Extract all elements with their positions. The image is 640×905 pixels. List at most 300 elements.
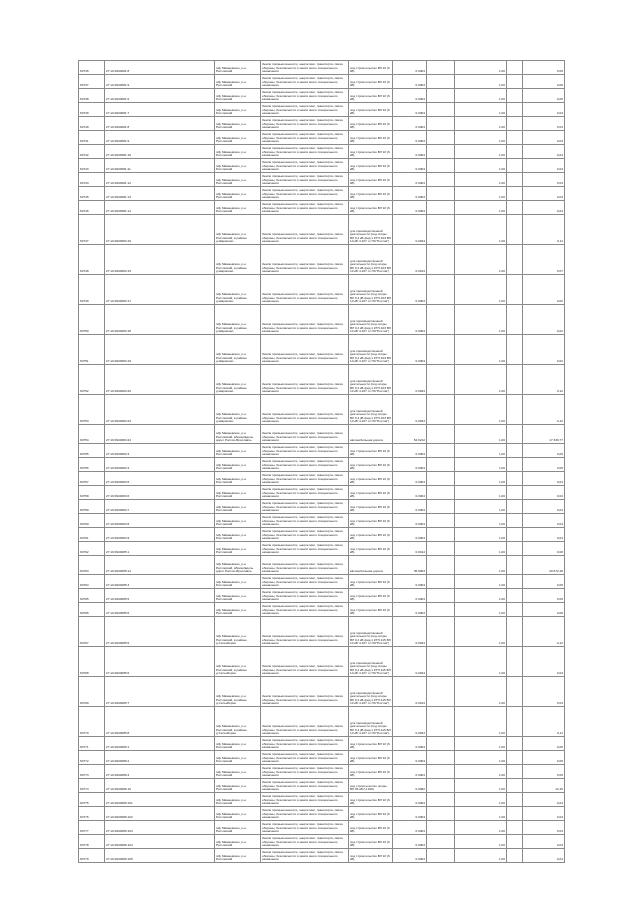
table-row	[79, 61, 565, 75]
rate-cell: 1,00	[455, 187, 507, 201]
permitted-use-cell: под строительство ВЛ 10 (6 кВ)	[349, 589, 393, 603]
table-row	[79, 647, 565, 677]
cadastral-number-cell: 27:10:0940084:24	[105, 425, 215, 444]
row-id-cell: 60767	[79, 617, 105, 647]
land-category-cell: Земли промышленности, энергетики, транспорта, связи, обороны, безопасности и земли иного специального назначения	[261, 365, 349, 395]
empty-cell	[507, 335, 523, 365]
tax-amount-cell: 0,05	[523, 458, 565, 472]
area-cell: 0,0014	[393, 245, 427, 275]
rate-cell: 1,00	[455, 500, 507, 514]
cadastral-number-cell: 27:10:0940085:1	[105, 542, 215, 556]
cadastral-number-cell: 27:10:0940084:7	[105, 500, 215, 514]
empty-cell	[427, 103, 455, 117]
tax-amount-cell: 0,07	[523, 245, 565, 275]
cadastral-number-cell: 27:10:0940081:11	[105, 159, 215, 173]
address-cell: п/ф Мамаевское, р-н Ростовский	[215, 486, 261, 500]
area-cell: 0,0004	[393, 807, 427, 821]
empty-cell	[507, 159, 523, 173]
land-category-cell: Земли промышленности, энергетики, транспорта, связи, обороны, безопасности и земли иного специального назначения	[261, 159, 349, 173]
tax-amount-cell: 0,04	[523, 173, 565, 187]
address-cell: п/ф Мамаевское, р-н Ростовский	[215, 589, 261, 603]
cadastral-number-cell: 27:10:0940084:5	[105, 472, 215, 486]
area-cell: 0,0004	[393, 500, 427, 514]
cadastral-number-cell: 27:10:0940086:1	[105, 737, 215, 751]
area-cell: 0,0024	[393, 365, 427, 395]
area-cell: 0,0004	[393, 75, 427, 89]
area-cell: 0,0004	[393, 444, 427, 458]
address-cell: п/ф Мамаевское, р-н Ростовский	[215, 103, 261, 117]
land-category-cell: Земли промышленности, энергетики, транспорта, связи, обороны, безопасности и земли иного специального назначения	[261, 514, 349, 528]
table-row	[79, 305, 565, 335]
rate-cell: 1,00	[455, 215, 507, 245]
area-cell: 35,6903	[393, 556, 427, 575]
empty-cell	[507, 245, 523, 275]
empty-cell	[427, 275, 455, 305]
cadastral-number-cell: 27:10:0940084:19	[105, 335, 215, 365]
address-cell: п/ф Мамаевское, р-н Ростовский, в районе д.Сатенберка	[215, 617, 261, 647]
row-id-cell: 60745	[79, 187, 105, 201]
permitted-use-cell: автомобильная дорога	[349, 556, 393, 575]
tax-amount-cell: 0,04	[523, 807, 565, 821]
area-cell: 0,0004	[393, 131, 427, 145]
row-id-cell: 60778	[79, 835, 105, 849]
cadastral-number-cell: 27:10:0940084:18	[105, 305, 215, 335]
permitted-use-cell: для производственной деятельности (под опоры ВЛ 0,4 кВ фид.1 КТП-103 ВЛ 10 кВ Ч-107 от ПС"Ростов")	[349, 275, 393, 305]
cadastral-number-cell: 27:10:0940086:105	[105, 849, 215, 863]
empty-cell	[427, 335, 455, 365]
address-cell: п/ф Мамаевское, р-н Ростовский	[215, 793, 261, 807]
row-id-cell: 60738	[79, 89, 105, 103]
table-row	[79, 603, 565, 617]
table-row	[79, 173, 565, 187]
area-cell: 0,0004	[393, 793, 427, 807]
area-cell: 0,0004	[393, 835, 427, 849]
permitted-use-cell: под строительство ВЛ 10 (6 кВ)	[349, 75, 393, 89]
cadastral-number-cell: 27:10:0940085:3	[105, 575, 215, 589]
tax-amount-cell: 0,08	[523, 542, 565, 556]
area-cell: 0,0004	[393, 751, 427, 765]
rate-cell: 1,00	[455, 173, 507, 187]
tax-amount-cell: 0,12	[523, 365, 565, 395]
table-row	[79, 556, 565, 575]
area-cell: 0,0004	[393, 458, 427, 472]
empty-cell	[507, 617, 523, 647]
land-category-cell: Земли промышленности, энергетики, транспорта, связи, обороны, безопасности и земли иного специального назначения	[261, 145, 349, 159]
land-category-cell: Земли промышленности, энергетики, транспорта, связи, обороны, безопасности и земли иного специального назначения	[261, 444, 349, 458]
area-cell: 0,0004	[393, 589, 427, 603]
row-id-cell: 60764	[79, 575, 105, 589]
address-cell: п/ф Мамаевское, р-н Ростовский	[215, 500, 261, 514]
land-category-cell: Земли промышленности, энергетики, транспорта, связи, обороны, безопасности и земли иного специального назначения	[261, 275, 349, 305]
permitted-use-cell: автомобильная дорога	[349, 425, 393, 444]
cadastral-number-cell: 27:10:0940081:6	[105, 89, 215, 103]
rate-cell: 1,00	[455, 849, 507, 863]
cadastral-number-cell: 27:10:0940086:103	[105, 821, 215, 835]
rate-cell: 1,00	[455, 707, 507, 737]
empty-cell	[507, 89, 523, 103]
land-category-cell: Земли промышленности, энергетики, транспорта, связи, обороны, безопасности и земли иного специального назначения	[261, 75, 349, 89]
empty-cell	[427, 305, 455, 335]
tax-amount-cell: 0,04	[523, 131, 565, 145]
row-id-cell: 60748	[79, 245, 105, 275]
area-cell: 0,0024	[393, 707, 427, 737]
tax-amount-cell: 20 672,18	[523, 556, 565, 575]
empty-cell	[507, 500, 523, 514]
empty-cell	[427, 707, 455, 737]
empty-cell	[427, 458, 455, 472]
empty-cell	[507, 821, 523, 835]
cadastral-number-cell: 27:10:0940081:8	[105, 61, 215, 75]
empty-cell	[507, 751, 523, 765]
permitted-use-cell: под строительство ВЛ 10 (6 кВ)	[349, 575, 393, 589]
land-category-cell: Земли промышленности, энергетики, транспорта, связи, обороны, безопасности и земли иного специального назначения	[261, 821, 349, 835]
area-cell: 0,0004	[393, 305, 427, 335]
land-category-cell: Земли промышленности, энергетики, транспорта, связи, обороны, безопасности и земли иного специального назначения	[261, 395, 349, 425]
land-register-table	[78, 60, 565, 863]
address-cell: п/ф Мамаевское, р-н Ростовский	[215, 751, 261, 765]
land-category-cell: Земли промышленности, энергетики, транспорта, связи, обороны, безопасности и земли иного специального назначения	[261, 305, 349, 335]
land-category-cell: Земли промышленности, энергетики, транспорта, связи, обороны, безопасности и земли иного специального назначения	[261, 835, 349, 849]
permitted-use-cell: для производственной деятельности (под опоры ВЛ 0,4 кВ фид.1 КТП-115 ВЛ 10 кВ Ч-107 от ПС"Ростов")	[349, 707, 393, 737]
table-row	[79, 444, 565, 458]
rate-cell: 1,00	[455, 556, 507, 575]
area-cell: 0,0004	[393, 603, 427, 617]
empty-cell	[507, 305, 523, 335]
table-row	[79, 751, 565, 765]
address-cell: п/ф Мамаевское, р-н Ростовский	[215, 765, 261, 779]
land-category-cell: Земли промышленности, энергетики, транспорта, связи, обороны, безопасности и земли иного специального назначения	[261, 187, 349, 201]
address-cell: п/ф Мамаевское, р-н Ростовский	[215, 159, 261, 173]
permitted-use-cell: под строительство ВЛ 10 (6 кВ)	[349, 807, 393, 821]
cadastral-number-cell: 27:10:0940084:3	[105, 444, 215, 458]
address-cell: п/ф Мамаевское, р-н Ростовский	[215, 131, 261, 145]
table-row	[79, 765, 565, 779]
address-cell: п/ф Мамаевское, р-н Ростовский	[215, 458, 261, 472]
cadastral-number-cell: 27:10:0940086:3	[105, 765, 215, 779]
area-cell: 0,0004	[393, 103, 427, 117]
empty-cell	[507, 528, 523, 542]
area-cell: 0,0024	[393, 215, 427, 245]
row-id-cell: 60754	[79, 425, 105, 444]
table-row	[79, 395, 565, 425]
cadastral-number-cell: 27:10:0940084:4	[105, 458, 215, 472]
area-cell: 0,0004	[393, 472, 427, 486]
table-row	[79, 201, 565, 215]
permitted-use-cell: для производственной деятельности (под опоры ВЛ 0,4 кВ фид.1 КТП-103 ВЛ 10 кВ Ч-107 от ПС"Ростов")	[349, 305, 393, 335]
rate-cell: 1,00	[455, 589, 507, 603]
address-cell: п/ф Мамаевское, р-н Ростовский	[215, 821, 261, 835]
tax-amount-cell: 12,15	[523, 779, 565, 793]
permitted-use-cell: под строительство ВЛ 10 (6 кВ)	[349, 173, 393, 187]
empty-cell	[427, 159, 455, 173]
table-row	[79, 542, 565, 556]
table-row	[79, 575, 565, 589]
area-cell: 0,0004	[393, 765, 427, 779]
permitted-use-cell: под строительство ВЛ 10 (6 кВ)	[349, 201, 393, 215]
land-category-cell: Земли промышленности, энергетики, транспорта, связи, обороны, безопасности и земли иного специального назначения	[261, 707, 349, 737]
cadastral-number-cell: 27:10:0940086:102	[105, 807, 215, 821]
area-cell: 0,0024	[393, 617, 427, 647]
table-row	[79, 425, 565, 444]
empty-cell	[427, 201, 455, 215]
row-id-cell: 60766	[79, 603, 105, 617]
rate-cell: 1,00	[455, 458, 507, 472]
rate-cell: 1,00	[455, 542, 507, 556]
empty-cell	[427, 365, 455, 395]
row-id-cell: 60747	[79, 215, 105, 245]
tax-amount-cell: 0,12	[523, 395, 565, 425]
address-cell: п/ф Мамаевское, р-н Ростовский	[215, 737, 261, 751]
area-cell: 0,0082	[393, 779, 427, 793]
row-id-cell: 60756	[79, 458, 105, 472]
address-cell: п/ф Мамаевское, р-н Ростовский, в районе д.Шарапово	[215, 365, 261, 395]
address-cell: п/ф Мамаевское, р-н Ростовский	[215, 849, 261, 863]
row-id-cell: 60760	[79, 514, 105, 528]
table-row	[79, 849, 565, 863]
permitted-use-cell: под строительство ВЛ 10 (6 кВ)	[349, 793, 393, 807]
area-cell: 0,0004	[393, 201, 427, 215]
row-id-cell: 60758	[79, 486, 105, 500]
permitted-use-cell: для производственной деятельности (под опоры ВЛ 0,4 кВ фид.1 КТП-103 ВЛ 10 кВ Ч-107 от ПС"Ростов")	[349, 395, 393, 425]
row-id-cell: 60759	[79, 500, 105, 514]
row-id-cell: 60774	[79, 779, 105, 793]
cadastral-number-cell: 27:10:0940084:20	[105, 365, 215, 395]
address-cell: п/ф Мамаевское, р-н Ростовский	[215, 117, 261, 131]
area-cell: 0,0024	[393, 395, 427, 425]
empty-cell	[507, 472, 523, 486]
cadastral-number-cell: 27:10:0940085:8	[105, 707, 215, 737]
address-cell: п/ф Мамаевское, р-н Ростовский, в районе д.Шарапово	[215, 395, 261, 425]
rate-cell: 1,00	[455, 575, 507, 589]
tax-amount-cell: 0,11	[523, 707, 565, 737]
land-category-cell: Земли промышленности, энергетики, транспорта, связи, обороны, безопасности и земли иного специального назначения	[261, 528, 349, 542]
address-cell: п/ф Мамаевское, р-н Ростовский	[215, 603, 261, 617]
land-category-cell: Земли промышленности, энергетики, транспорта, связи, обороны, безопасности и земли иного специального назначения	[261, 751, 349, 765]
row-id-cell: 60746	[79, 201, 105, 215]
land-category-cell: Земли промышленности, энергетики, транспорта, связи, обороны, безопасности и земли иного специального назначения	[261, 647, 349, 677]
land-category-cell: Земли промышленности, энергетики, транспорта, связи, обороны, безопасности и земли иного специального назначения	[261, 589, 349, 603]
row-id-cell: 60744	[79, 173, 105, 187]
empty-cell	[427, 765, 455, 779]
row-id-cell: 60765	[79, 589, 105, 603]
area-cell: 0,0004	[393, 187, 427, 201]
rate-cell: 1,00	[455, 365, 507, 395]
land-category-cell: Земли промышленности, энергетики, транспорта, связи, обороны, безопасности и земли иного специального назначения	[261, 173, 349, 187]
land-category-cell: Земли промышленности, энергетики, транспорта, связи, обороны, безопасности и земли иного специального назначения	[261, 765, 349, 779]
area-cell: 0,0004	[393, 145, 427, 159]
permitted-use-cell: под строительство ВЛ 10 (6 кВ)	[349, 187, 393, 201]
permitted-use-cell: под строительство ВЛ 10 (6 кВ)	[349, 103, 393, 117]
rate-cell: 1,00	[455, 89, 507, 103]
area-cell: 0,0014	[393, 542, 427, 556]
empty-cell	[507, 589, 523, 603]
table-row	[79, 779, 565, 793]
address-cell: п/ф Мамаевское, р-н Ростовский, в районе д.Шарапово	[215, 335, 261, 365]
permitted-use-cell: под строительство ВЛ 10 (6 кВ)	[349, 458, 393, 472]
row-id-cell: 60742	[79, 145, 105, 159]
rate-cell: 1,00	[455, 305, 507, 335]
row-id-cell: 60777	[79, 821, 105, 835]
cadastral-number-cell: 27:10:0940085:14	[105, 556, 215, 575]
row-id-cell: 60779	[79, 849, 105, 863]
address-cell: п/ф Мамаевское, р-н Ростовский	[215, 89, 261, 103]
cadastral-number-cell: 27:10:0940085:6	[105, 647, 215, 677]
address-cell: п/ф Мамаевское, р-н Ростовский	[215, 173, 261, 187]
row-id-cell: 60743	[79, 159, 105, 173]
empty-cell	[507, 793, 523, 807]
rate-cell: 1,00	[455, 395, 507, 425]
cadastral-number-cell: 27:10:0940081:13	[105, 187, 215, 201]
row-id-cell: 60740	[79, 117, 105, 131]
empty-cell	[507, 849, 523, 863]
address-cell: п/ф Мамаевское, р-н Ростовский	[215, 75, 261, 89]
empty-cell	[427, 89, 455, 103]
rate-cell: 1,00	[455, 275, 507, 305]
rate-cell: 1,00	[455, 647, 507, 677]
cadastral-number-cell: 27:10:0940084:17	[105, 275, 215, 305]
permitted-use-cell: под строительство ВЛ 10 (6 кВ)	[349, 159, 393, 173]
empty-cell	[427, 514, 455, 528]
area-cell: 0,0004	[393, 61, 427, 75]
cadastral-number-cell: 27:10:0940086:2	[105, 751, 215, 765]
rate-cell: 1,00	[455, 159, 507, 173]
land-category-cell: Земли промышленности, энергетики, транспорта, связи, обороны, безопасности и земли иного специального назначения	[261, 737, 349, 751]
permitted-use-cell: под строительство ВЛ 10 (6 кВ)	[349, 737, 393, 751]
row-id-cell: 60763	[79, 556, 105, 575]
land-category-cell: Земли промышленности, энергетики, транспорта, связи, обороны, безопасности и земли иного специального назначения	[261, 61, 349, 75]
empty-cell	[427, 472, 455, 486]
rate-cell: 1,00	[455, 677, 507, 707]
tax-amount-cell: 0,05	[523, 444, 565, 458]
area-cell: 0,0004	[393, 821, 427, 835]
empty-cell	[427, 61, 455, 75]
tax-amount-cell: 0,12	[523, 617, 565, 647]
empty-cell	[507, 765, 523, 779]
tax-amount-cell: 0,05	[523, 737, 565, 751]
tax-amount-cell: 17 339,77	[523, 425, 565, 444]
cadastral-number-cell: 27:10:0940084:15	[105, 245, 215, 275]
empty-cell	[427, 751, 455, 765]
land-category-cell: Земли промышленности, энергетики, транспорта, связи, обороны, безопасности и земли иного специального назначения	[261, 500, 349, 514]
empty-cell	[507, 486, 523, 500]
empty-cell	[427, 589, 455, 603]
row-id-cell: 60768	[79, 647, 105, 677]
empty-cell	[427, 603, 455, 617]
rate-cell: 1,00	[455, 603, 507, 617]
rate-cell: 1,00	[455, 425, 507, 444]
table-row	[79, 793, 565, 807]
tax-amount-cell: 0,02	[523, 305, 565, 335]
table-row	[79, 821, 565, 835]
rate-cell: 1,00	[455, 61, 507, 75]
address-cell: п/ф Мамаевское, р-н Ростовский, в районе д.Шарапово	[215, 215, 261, 245]
row-id-cell: 60752	[79, 365, 105, 395]
land-category-cell: Земли промышленности, энергетики, транспорта, связи, обороны, безопасности и земли иного специального назначения	[261, 793, 349, 807]
empty-cell	[427, 647, 455, 677]
tax-amount-cell: 0,04	[523, 187, 565, 201]
empty-cell	[427, 556, 455, 575]
table-row	[79, 215, 565, 245]
land-category-cell: Земли промышленности, энергетики, транспорта, связи, обороны, безопасности и земли иного специального назначения	[261, 617, 349, 647]
empty-cell	[507, 779, 523, 793]
empty-cell	[427, 575, 455, 589]
area-cell: 0,0004	[393, 275, 427, 305]
table-row	[79, 486, 565, 500]
address-cell: п/ф Мамаевское, р-н Ростовский	[215, 575, 261, 589]
empty-cell	[507, 201, 523, 215]
empty-cell	[427, 849, 455, 863]
address-cell: п/ф Мамаевское, р-н Ростовский	[215, 514, 261, 528]
cadastral-number-cell: 27:10:0940084:6	[105, 486, 215, 500]
address-cell: п/ф Мамаевское, р-н Ростовский	[215, 472, 261, 486]
permitted-use-cell: под строительство ВЛ 10 (6 кВ)	[349, 821, 393, 835]
address-cell: п/ф Мамаевское, р-н Ростовский, в районе д.Шарапово	[215, 305, 261, 335]
cadastral-number-cell: 27:10:0940086:104	[105, 835, 215, 849]
rate-cell: 1,00	[455, 245, 507, 275]
land-category-cell: Земли промышленности, энергетики, транспорта, связи, обороны, безопасности и земли иного специального назначения	[261, 677, 349, 707]
land-category-cell: Земли промышленности, энергетики, транспорта, связи, обороны, безопасности и земли иного специального назначения	[261, 575, 349, 589]
rate-cell: 1,00	[455, 793, 507, 807]
tax-amount-cell: 0,04	[523, 647, 565, 677]
permitted-use-cell: под строительство ВЛ 10 (6 кВ)	[349, 131, 393, 145]
tax-amount-cell: 0,05	[523, 89, 565, 103]
land-category-cell: Земли промышленности, энергетики, транспорта, связи, обороны, безопасности и земли иного специального назначения	[261, 117, 349, 131]
land-category-cell: Земли промышленности, энергетики, транспорта, связи, обороны, безопасности и земли иного специального назначения	[261, 335, 349, 365]
empty-cell	[507, 103, 523, 117]
cadastral-number-cell: 27:10:0940085:7	[105, 677, 215, 707]
address-cell: п/ф Мамаевское, р-н Ростовский, в районе д.Сатенберка	[215, 707, 261, 737]
rate-cell: 1,00	[455, 737, 507, 751]
table-row	[79, 472, 565, 486]
empty-cell	[427, 117, 455, 131]
area-cell: 54,6212	[393, 425, 427, 444]
table-row	[79, 75, 565, 89]
empty-cell	[427, 528, 455, 542]
empty-cell	[427, 779, 455, 793]
permitted-use-cell: под строительство ВЛ 10 (6 кВ)	[349, 849, 393, 863]
empty-cell	[427, 395, 455, 425]
empty-cell	[507, 542, 523, 556]
permitted-use-cell: под строительство ВЛ 10 (6 кВ)	[349, 486, 393, 500]
land-category-cell: Земли промышленности, энергетики, транспорта, связи, обороны, безопасности и земли иного специального назначения	[261, 542, 349, 556]
address-cell: п/ф Мамаевское, р-н Ростовский	[215, 187, 261, 201]
row-id-cell: 60749	[79, 275, 105, 305]
row-id-cell: 60771	[79, 737, 105, 751]
empty-cell	[427, 75, 455, 89]
area-cell: 0,0004	[393, 89, 427, 103]
empty-cell	[507, 275, 523, 305]
land-category-cell: Земли промышленности, энергетики, транспорта, связи, обороны, безопасности и земли иного специального назначения	[261, 472, 349, 486]
empty-cell	[507, 61, 523, 75]
empty-cell	[427, 500, 455, 514]
land-category-cell: Земли промышленности, энергетики, транспорта, связи, обороны, безопасности и земли иного специального назначения	[261, 201, 349, 215]
cadastral-number-cell: 27:10:0940085:6	[105, 603, 215, 617]
table-row	[79, 365, 565, 395]
empty-cell	[507, 425, 523, 444]
empty-cell	[507, 131, 523, 145]
table-row	[79, 835, 565, 849]
permitted-use-cell: под строительство ВЛ 10 (6 кВ)	[349, 61, 393, 75]
address-cell: п/ф Мамаевское, р-н Ростовский, вблизи/вдоль дорог Ростов-Ярославль	[215, 425, 261, 444]
address-cell: п/ф Мамаевское, р-н Ростовский	[215, 835, 261, 849]
empty-cell	[507, 677, 523, 707]
empty-cell	[507, 365, 523, 395]
permitted-use-cell: для производственной деятельности (под опоры ВЛ 0,4 кВ фид.1 КТП-103 ВЛ 10 кВ Ч-107 от ПС"Ростов")	[349, 245, 393, 275]
address-cell: п/ф Мамаевское, р-н Ростовский, в районе д.Шарапово	[215, 275, 261, 305]
row-id-cell: 60750	[79, 305, 105, 335]
row-id-cell: 60769	[79, 677, 105, 707]
address-cell: п/ф Мамаевское, р-н Ростовский	[215, 542, 261, 556]
